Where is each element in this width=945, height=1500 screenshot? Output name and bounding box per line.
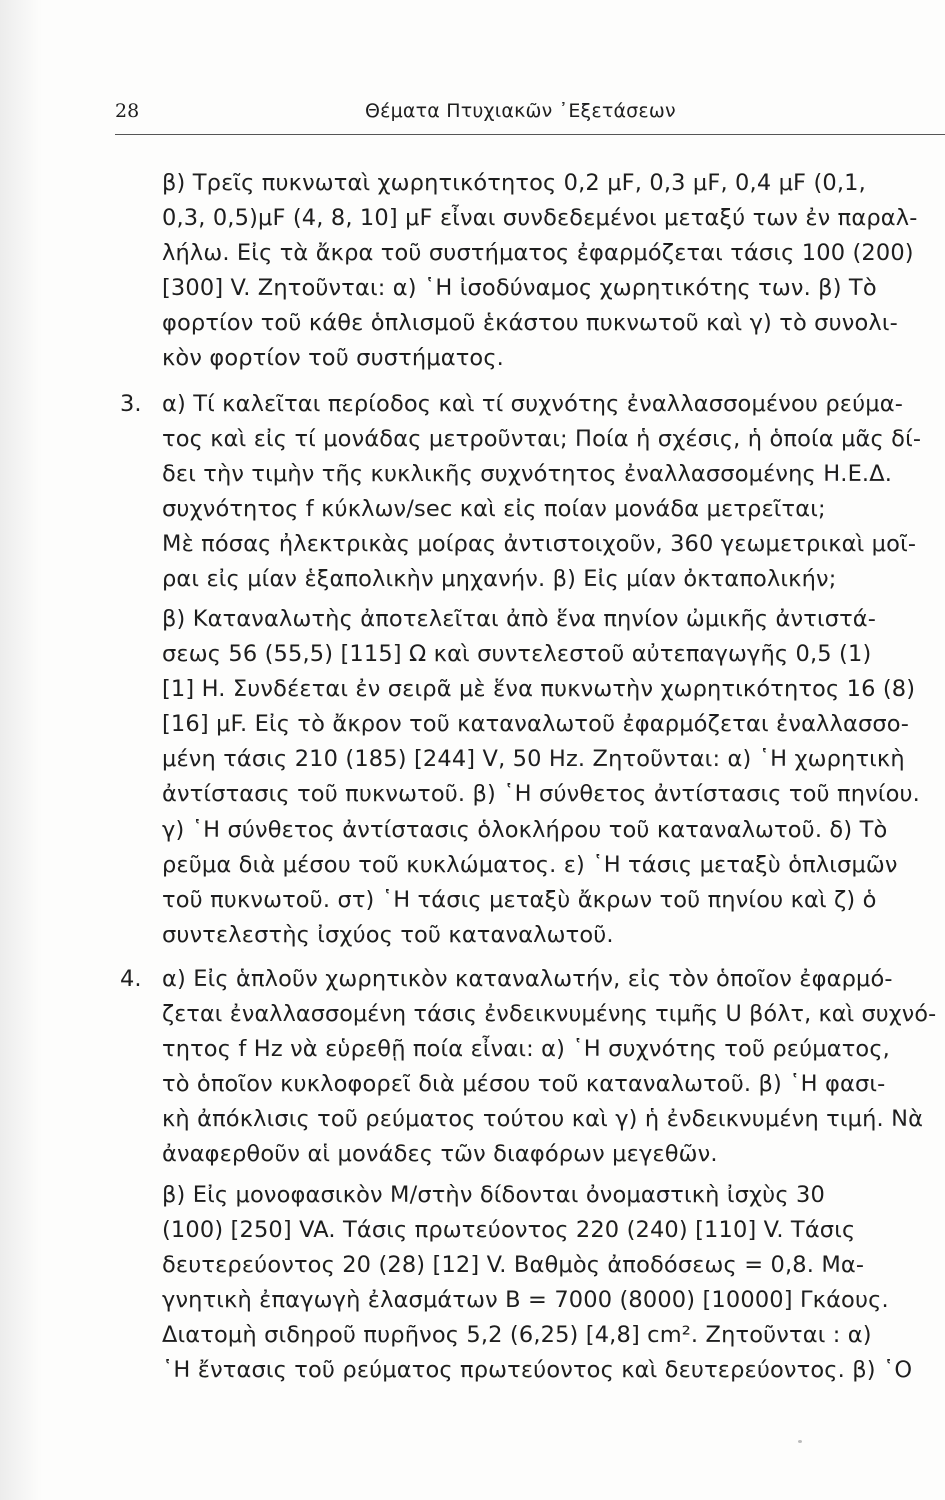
- paragraph-line: τὸ ὁποῖον κυκλοφορεῖ διὰ μέσου τοῦ καταναλωτοῦ. β) ῾Η φασι-: [162, 1071, 886, 1097]
- paragraph-line: συχνότητος f κύκλων/sec καὶ εἰς ποίαν μονάδα μετρεῖται;: [162, 496, 826, 522]
- paragraph-line: Μὲ πόσας ἠλεκτρικὰς μοίρας ἀντιστοιχοῦν, 360 γεωμετρικαὶ μοῖ-: [162, 531, 917, 557]
- paragraph-line: λήλω. Εἰς τὰ ἄκρα τοῦ συστήματος ἐφαρμόζεται τάσις 100 (200): [162, 240, 914, 266]
- paragraph-line: (100) [250] VA. Τάσις πρωτεύοντος 220 (240) [110] V. Τάσις: [162, 1217, 856, 1243]
- paragraph-line: ραι εἰς μίαν ἑξαπολικὴν μηχανήν. β) Εἰς μίαν ὀκταπολικήν;: [162, 566, 837, 592]
- paragraph-line: α) Τί καλεῖται περίοδος καὶ τί συχνότης ἐναλλασσομένου ρεύμα-: [162, 391, 903, 417]
- running-head: Θέματα Πτυχιακῶν ᾿Εξετάσεων: [365, 100, 676, 122]
- paragraph-line: ζεται ἐναλλασσομένη τάσις ἐνδεικνυμένης τιμῆς U βόλτ, καὶ συχνό-: [162, 1001, 937, 1027]
- paragraph-line: [300] V. Ζητοῦνται: α) ῾Η ἰσοδύναμος χωρητικότης των. β) Τὸ: [162, 275, 877, 301]
- paragraph-line: ῾Η ἔντασις τοῦ ρεύματος πρωτεύοντος καὶ δευτερεύοντος. β) ῾Ο: [162, 1357, 913, 1383]
- item-number: 3.: [120, 391, 142, 417]
- paragraph-line: γ) ῾Η σύνθετος ἀντίστασις ὁλοκλήρου τοῦ καταναλωτοῦ. δ) Τὸ: [162, 817, 888, 843]
- paragraph-line: τος καὶ εἰς τί μονάδας μετροῦνται; Ποία ἡ σχέσις, ἡ ὁποία μᾶς δί-: [162, 426, 922, 452]
- paragraph-line: β) Καταναλωτὴς ἀποτελεῖται ἀπὸ ἕνα πηνίον ὠμικῆς ἀντιστά-: [162, 606, 877, 632]
- paragraph-line: ἀντίστασις τοῦ πυκνωτοῦ. β) ῾Η σύνθετος ἀντίστασις τοῦ πηνίου.: [162, 781, 920, 807]
- item-number: 4.: [120, 966, 142, 992]
- paragraph-line: 0,3, 0,5)μF (4, 8, 10] μF εἶναι συνδεδεμένοι μεταξύ των ἐν παραλ-: [162, 205, 918, 231]
- header-rule: [115, 134, 945, 135]
- paragraph-line: γνητικὴ ἐπαγωγὴ ἐλασμάτων B = 7000 (8000) [10000] Γκάους.: [162, 1287, 889, 1313]
- paragraph-line: κὸν φορτίον τοῦ συστήματος.: [162, 345, 504, 371]
- page-number: 28: [115, 100, 140, 122]
- paragraph-line: ρεῦμα διὰ μέσου τοῦ κυκλώματος. ε) ῾Η τάσις μεταξὺ ὁπλισμῶν: [162, 852, 898, 878]
- paragraph-line: φορτίον τοῦ κάθε ὁπλισμοῦ ἑκάστου πυκνωτοῦ καὶ γ) τὸ συνολι-: [162, 310, 898, 336]
- paragraph-line: τητος f Hz νὰ εὑρεθῇ ποία εἶναι: α) ῾Η συχνότης τοῦ ρεύματος,: [162, 1036, 890, 1062]
- paragraph-line: α) Εἰς ἁπλοῦν χωρητικὸν καταναλωτήν, εἰς τὸν ὁποῖον ἐφαρμό-: [162, 966, 893, 992]
- paragraph-line: τοῦ πυκνωτοῦ. στ) ῾Η τάσις μεταξὺ ἄκρων τοῦ πηνίου καὶ ζ) ὁ: [162, 887, 877, 913]
- paragraph-line: συντελεστὴς ἰσχύος τοῦ καταναλωτοῦ.: [162, 922, 614, 948]
- paragraph-line: β) Τρεῖς πυκνωταὶ χωρητικότητος 0,2 μF, 0,3 μF, 0,4 μF (0,1,: [162, 170, 866, 196]
- paragraph-line: μένη τάσις 210 (185) [244] V, 50 Hz. Ζητοῦνται: α) ῾Η χωρητικὴ: [162, 746, 905, 772]
- paragraph-line: δει τὴν τιμὴν τῆς κυκλικῆς συχνότητος ἐναλλασσομένης Η.Ε.Δ.: [162, 461, 893, 487]
- paragraph-line: Διατομὴ σιδηροῦ πυρῆνος 5,2 (6,25) [4,8] cm². Ζητοῦνται : α): [162, 1322, 872, 1348]
- paragraph-line: [16] μF. Εἰς τὸ ἄκρον τοῦ καταναλωτοῦ ἐφαρμόζεται ἐναλλασσο-: [162, 711, 909, 737]
- scan-speck: [798, 1440, 802, 1443]
- paragraph-line: κὴ ἀπόκλισις τοῦ ρεύματος τούτου καὶ γ) ἡ ἐνδεικνυμένη τιμή. Νὰ: [162, 1106, 924, 1132]
- paragraph-line: [1] H. Συνδέεται ἐν σειρᾶ μὲ ἕνα πυκνωτὴν χωρητικότητος 16 (8): [162, 676, 916, 702]
- paragraph-line: σεως 56 (55,5) [115] Ω καὶ συντελεστοῦ αὐτεπαγωγῆς 0,5 (1): [162, 641, 872, 667]
- scan-edge-shadow: [0, 0, 42, 1500]
- paragraph-line: ἀναφερθοῦν αἱ μονάδες τῶν διαφόρων μεγεθῶν.: [162, 1141, 718, 1167]
- paragraph-line: β) Εἰς μονοφασικὸν Μ/στὴν δίδονται ὀνομαστικὴ ἰσχὺς 30: [162, 1182, 825, 1208]
- paragraph-line: δευτερεύοντος 20 (28) [12] V. Βαθμὸς ἀποδόσεως = 0,8. Μα-: [162, 1252, 865, 1278]
